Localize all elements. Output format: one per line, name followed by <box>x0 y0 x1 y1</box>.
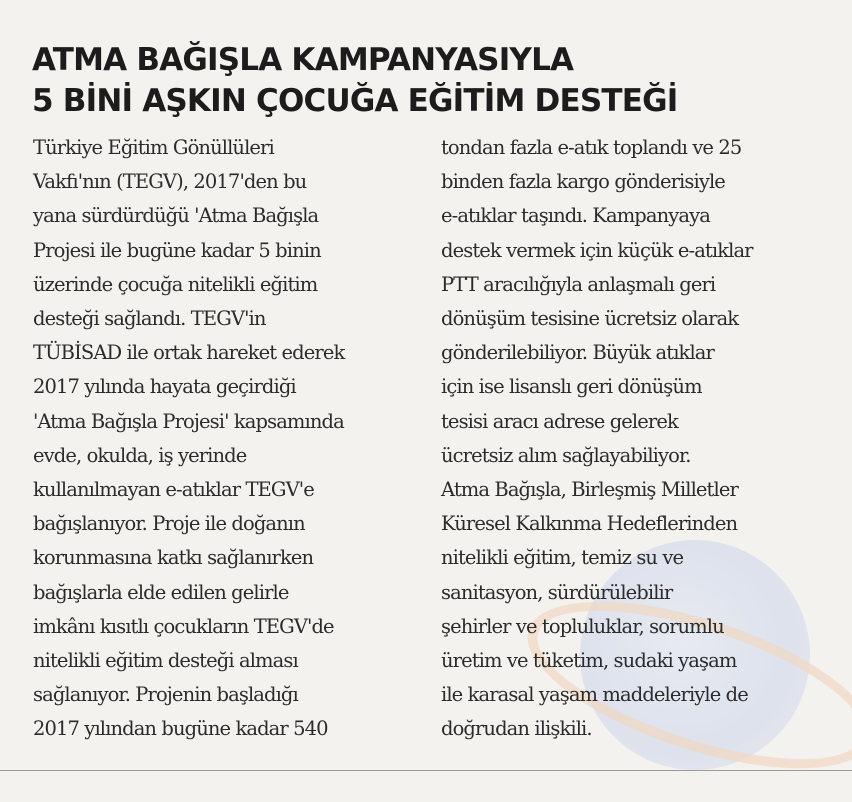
text-line: 2017 yılından bugüne kadar 540 <box>33 717 328 741</box>
text-line: evde, okulda, iş yerinde <box>33 443 247 467</box>
text-line: dönüşüm tesisine ücretsiz olarak <box>441 307 739 331</box>
text-line: korunmasına katkı sağlanırken <box>33 546 314 570</box>
article-column-right <box>441 131 821 747</box>
text-line: destek vermek için küçük e-atıklar <box>441 238 753 262</box>
text-line: doğrudan ilişkili. <box>441 717 592 741</box>
text-line: Türkiye Eğitim Gönüllüleri <box>33 136 274 159</box>
text-line: 2017 yılında hayata geçirdiği <box>33 375 296 399</box>
text-line: tesisi aracı adrese gelerek <box>441 409 678 433</box>
text-line: sanitasyon, sürdürülebilir <box>441 580 673 604</box>
text-line: ücretsiz alım sağlayabiliyor. <box>441 443 691 467</box>
text-line: üretim ve tüketim, sudaki yaşam <box>441 649 737 673</box>
text-line: bağışlanıyor. Proje ile doğanın <box>33 512 305 536</box>
text-line: 'Atma Bağışla Projesi' kapsamında <box>33 409 344 433</box>
text-line: şehirler ve topluluklar, sorumlu <box>441 614 724 638</box>
text-line: nitelikli eğitim desteği alması <box>33 649 298 673</box>
text-line: yana sürdürdüğü 'Atma Bağışla <box>33 204 319 228</box>
text-line: Atma Bağışla, Birleşmiş Milletler <box>441 478 738 502</box>
text-line: desteği sağlandı. TEGV'in <box>33 307 266 331</box>
text-line: Projesi ile bugüne kadar 5 binin <box>33 238 321 262</box>
text-line: binden fazla kargo gönderisiyle <box>441 170 725 194</box>
headline-line-1: ATMA BAĞIŞLA KAMPANYASIYLA <box>32 42 574 78</box>
text-line: nitelikli eğitim, temiz su ve <box>441 546 684 570</box>
text-line: TÜBİSAD ile ortak hareket ederek <box>33 341 345 365</box>
text-line: için ise lisanslı geri dönüşüm <box>441 375 702 399</box>
article-headline <box>32 40 832 122</box>
text-line: tondan fazla e-atık toplandı ve 25 <box>441 136 742 159</box>
text-line: sağlanıyor. Projenin başladığı <box>33 683 298 707</box>
headline-line-2: 5 BİNİ AŞKIN ÇOCUĞA EĞİTİM DESTEĞİ <box>32 83 678 119</box>
text-line: bağışlarla elde edilen gelirle <box>33 580 289 604</box>
text-line: ile karasal yaşam maddeleriyle de <box>441 683 748 707</box>
text-line: e-atıklar taşındı. Kampanyaya <box>441 204 710 228</box>
text-line: üzerinde çocuğa nitelikli eğitim <box>33 272 318 296</box>
text-line: kullanılmayan e-atıklar TEGV'e <box>33 478 314 502</box>
text-line: gönderilebiliyor. Büyük atıklar <box>441 341 714 365</box>
text-line: imkânı kısıtlı çocukların TEGV'de <box>33 614 334 638</box>
text-line: Vakfı'nın (TEGV), 2017'den bu <box>33 170 307 194</box>
text-line: PTT aracılığıyla anlaşmalı geri <box>441 272 716 296</box>
article-column-left <box>33 131 413 747</box>
bottom-divider <box>0 770 852 771</box>
text-line: Küresel Kalkınma Hedeflerinden <box>441 512 738 536</box>
